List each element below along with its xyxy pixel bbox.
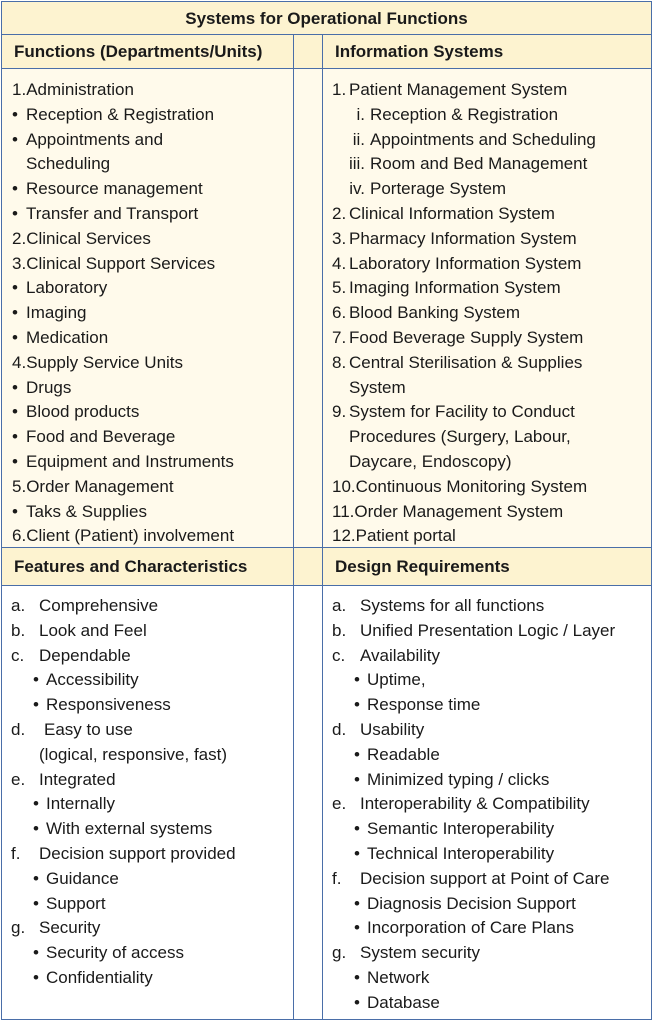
list-item [323, 892, 651, 917]
list-item [2, 400, 293, 425]
column-spacer [294, 69, 323, 547]
list-item-text: Network [367, 967, 430, 987]
list-item-text: Reception & Registration [26, 104, 215, 124]
list-item-text: Central Sterilisation & Supplies [349, 352, 583, 372]
list-marker: • [12, 104, 18, 124]
list-item [2, 450, 293, 475]
info-systems-list [323, 78, 651, 547]
list-item-text: Reception & Registration [370, 104, 559, 124]
list-item-text: With external systems [46, 819, 213, 839]
list-item [323, 301, 651, 326]
list-item [2, 152, 293, 177]
list-item-text: Equipment and Instruments [26, 451, 234, 471]
functions-header: Functions (Departments/Units) [2, 35, 294, 68]
list-marker: 3. [332, 228, 347, 248]
list-item-text: Client (Patient) involvement [26, 526, 235, 546]
list-item [323, 78, 651, 103]
list-item-text: Diagnosis Decision Support [367, 893, 576, 913]
list-item [2, 792, 293, 817]
list-marker: a. [332, 596, 347, 615]
list-item [323, 817, 651, 842]
list-item [323, 252, 651, 277]
list-marker: g. [332, 943, 347, 963]
list-marker: • [354, 967, 360, 987]
list-item-text: Easy to use [44, 719, 133, 739]
features-cell [2, 586, 294, 1019]
list-marker: 1. [332, 80, 347, 99]
list-item [323, 326, 651, 351]
list-item [323, 202, 651, 227]
list-marker: • [33, 943, 39, 963]
list-item [323, 400, 651, 425]
list-item [2, 817, 293, 842]
list-marker: f. [11, 843, 21, 863]
list-marker: • [12, 501, 18, 521]
list-item-text: Blood Banking System [349, 303, 521, 323]
list-item [323, 351, 651, 376]
list-item-text: Administration [26, 80, 134, 99]
list-item-text: Order Management [26, 476, 174, 496]
operational-systems-table [1, 1, 652, 1020]
list-item-text: Technical Interoperability [367, 843, 555, 863]
list-item-text: (logical, responsive, fast) [39, 744, 228, 764]
list-item [2, 326, 293, 351]
list-item [323, 177, 651, 202]
info-systems-cell [323, 69, 651, 547]
table-title: Systems for Operational Functions [185, 9, 468, 28]
list-marker: • [12, 427, 18, 447]
list-item [323, 594, 651, 619]
list-item-text: Taks & Supplies [26, 501, 147, 521]
list-item-text: Look and Feel [39, 620, 147, 640]
list-marker: e. [11, 769, 26, 789]
functions-cell [2, 69, 294, 547]
list-item [323, 693, 651, 718]
list-item-text: Security [39, 918, 101, 938]
list-item-text: Clinical Information System [349, 203, 555, 223]
list-item-text: Procedures (Surgery, Labour, [349, 427, 571, 447]
column-spacer [294, 35, 323, 68]
list-item-text: Confidentiality [46, 967, 153, 987]
list-item [323, 103, 651, 128]
list-marker: • [33, 695, 39, 715]
list-marker: • [354, 819, 360, 839]
list-item-text: Integrated [39, 769, 116, 789]
list-marker: a. [11, 596, 26, 615]
list-item [323, 991, 651, 1016]
list-marker: • [12, 402, 18, 422]
list-item-text: Patient portal [355, 526, 456, 546]
list-item [2, 103, 293, 128]
list-item-text: Medication [26, 327, 109, 347]
list-item [2, 867, 293, 892]
list-marker: d. [332, 719, 347, 739]
list-item [2, 78, 293, 103]
list-item [2, 177, 293, 202]
section-features-design [2, 586, 651, 1019]
list-item [323, 842, 651, 867]
list-item-text: System [349, 377, 406, 397]
list-item [323, 450, 651, 475]
list-item-text: Blood products [26, 402, 140, 422]
section-functions-systems [2, 69, 651, 548]
list-item-text: Transfer and Transport [26, 203, 199, 223]
list-item [2, 128, 293, 153]
list-marker: • [12, 203, 18, 223]
list-item-text: Dependable [39, 645, 131, 665]
list-item-text: Response time [367, 695, 481, 715]
list-item-text: Availability [360, 645, 441, 665]
list-item-text: Laboratory Information System [349, 253, 582, 273]
list-item [2, 892, 293, 917]
list-item-text: Pharmacy Information System [349, 228, 577, 248]
list-item-text: Support [46, 893, 106, 913]
list-item-text: Food and Beverage [26, 427, 176, 447]
list-marker: 2. [332, 203, 347, 223]
list-item-text: Clinical Services [26, 228, 151, 248]
list-item [2, 966, 293, 991]
list-item [2, 202, 293, 227]
design-list [323, 594, 651, 1016]
list-item-text: Interoperability & Compatibility [360, 794, 590, 814]
list-item [2, 768, 293, 793]
list-marker: b. [11, 620, 26, 640]
list-item-text: Responsiveness [46, 695, 171, 715]
list-marker: • [12, 129, 18, 149]
list-marker: • [33, 794, 39, 814]
list-marker: b. [332, 620, 347, 640]
list-item [323, 867, 651, 892]
list-item-text: Guidance [46, 868, 119, 888]
list-marker: 4. [332, 253, 347, 273]
list-item [2, 376, 293, 401]
list-marker: c. [332, 645, 346, 665]
list-marker: • [33, 967, 39, 987]
list-marker: 5. [332, 278, 347, 298]
list-marker: i. [356, 104, 365, 124]
list-marker: • [354, 918, 360, 938]
list-item-text: System for Facility to Conduct [349, 402, 575, 422]
list-item [323, 916, 651, 941]
list-item [2, 425, 293, 450]
list-item [323, 619, 651, 644]
list-item [2, 718, 293, 743]
list-marker: • [354, 769, 360, 789]
list-item [2, 668, 293, 693]
list-marker: iv. [349, 179, 365, 199]
list-item [323, 768, 651, 793]
list-item-text: Internally [46, 794, 115, 814]
list-item-text: Supply Service Units [26, 352, 184, 372]
list-marker: • [12, 377, 18, 397]
list-marker: • [12, 327, 18, 347]
list-item [323, 668, 651, 693]
column-spacer [294, 548, 323, 585]
list-item-text: Scheduling [26, 154, 111, 174]
list-marker: • [33, 868, 39, 888]
list-item-text: Systems for all functions [360, 596, 545, 615]
list-marker: iii. [348, 154, 365, 174]
list-item-text: System security [360, 943, 480, 963]
list-item-text: Comprehensive [39, 596, 159, 615]
list-marker: • [33, 893, 39, 913]
list-marker: 3. [12, 253, 27, 273]
list-item-text: Minimized typing / clicks [367, 769, 550, 789]
list-item-text: Security of access [46, 943, 184, 963]
list-item-text: Food Beverage Supply System [349, 327, 584, 347]
functions-list [2, 78, 293, 547]
list-item [2, 351, 293, 376]
list-marker: 6. [12, 526, 27, 546]
list-marker: • [12, 451, 18, 471]
list-item [2, 842, 293, 867]
list-item [2, 227, 293, 252]
list-item-text: Continuous Monitoring System [355, 476, 588, 496]
features-list [2, 594, 293, 991]
header-row-top [2, 35, 651, 69]
list-item [323, 941, 651, 966]
list-item [323, 475, 651, 500]
list-item-text: Imaging Information System [349, 278, 561, 298]
list-item [323, 718, 651, 743]
list-item [2, 524, 293, 547]
list-marker: 10. [332, 476, 356, 496]
list-item [323, 276, 651, 301]
list-marker: ii. [352, 129, 365, 149]
list-marker: • [33, 670, 39, 690]
list-marker: 8. [332, 352, 347, 372]
list-item-text: Imaging [26, 303, 87, 323]
list-item [2, 916, 293, 941]
list-item-text: Order Management System [354, 501, 564, 521]
list-marker: g. [11, 918, 26, 938]
list-marker: 12. [332, 526, 356, 546]
list-item [2, 743, 293, 768]
list-item-text: Readable [367, 744, 440, 764]
list-item-text: Incorporation of Care Plans [367, 918, 574, 938]
table-title-row [2, 2, 651, 35]
list-item-text: Decision support provided [39, 843, 236, 863]
list-marker: 11. [332, 501, 355, 521]
list-item [323, 227, 651, 252]
list-marker: • [354, 744, 360, 764]
list-item-text: Daycare, Endoscopy) [349, 451, 512, 471]
list-marker: e. [332, 794, 347, 814]
column-spacer [294, 586, 323, 1019]
list-item [323, 376, 651, 401]
list-item-text: Clinical Support Services [26, 253, 216, 273]
list-item [2, 301, 293, 326]
list-item [2, 276, 293, 301]
list-item [323, 152, 651, 177]
list-marker: • [33, 819, 39, 839]
list-item-text: Room and Bed Management [370, 154, 588, 174]
list-marker: • [12, 303, 18, 323]
list-item [323, 524, 651, 547]
list-item [2, 619, 293, 644]
list-item-text: Appointments and [26, 129, 164, 149]
list-item-text: Database [367, 992, 440, 1012]
list-item [2, 500, 293, 525]
list-marker: 6. [332, 303, 347, 323]
list-item [2, 693, 293, 718]
list-item-text: Patient Management System [349, 80, 568, 99]
list-marker: 2. [12, 228, 27, 248]
list-item-text: Porterage System [370, 179, 507, 199]
list-item [2, 252, 293, 277]
list-marker: d. [11, 719, 26, 739]
list-marker: 4. [12, 352, 27, 372]
list-item [323, 966, 651, 991]
list-marker: 1. [12, 80, 27, 99]
list-marker: • [354, 992, 360, 1012]
list-item [323, 644, 651, 669]
list-marker: • [354, 670, 360, 690]
list-marker: • [354, 695, 360, 715]
list-item [2, 644, 293, 669]
info-systems-header: Information Systems [335, 42, 504, 61]
list-marker: • [12, 278, 18, 298]
list-marker: 9. [332, 402, 347, 422]
features-header: Features and Characteristics [2, 548, 294, 585]
list-item [2, 475, 293, 500]
list-marker: c. [11, 645, 25, 665]
list-marker: • [354, 893, 360, 913]
list-item-text: Decision support at Point of Care [360, 868, 610, 888]
list-item [2, 594, 293, 619]
list-item-text: Usability [360, 719, 425, 739]
list-marker: f. [332, 868, 342, 888]
list-item-text: Semantic Interoperability [367, 819, 555, 839]
design-cell [323, 586, 651, 1019]
list-marker: 7. [332, 327, 347, 347]
list-item [2, 941, 293, 966]
list-item [323, 743, 651, 768]
list-item-text: Accessibility [46, 670, 139, 690]
list-item-text: Laboratory [26, 278, 108, 298]
list-marker: • [354, 843, 360, 863]
list-item [323, 128, 651, 153]
header-row-bottom [2, 548, 651, 586]
list-item-text: Unified Presentation Logic / Layer [360, 620, 616, 640]
list-item-text: Resource management [26, 179, 203, 199]
list-marker: 5. [12, 476, 27, 496]
list-item-text: Uptime, [367, 670, 426, 690]
list-item-text: Appointments and Scheduling [370, 129, 596, 149]
list-item-text: Drugs [26, 377, 72, 397]
list-item [323, 500, 651, 525]
list-item [323, 425, 651, 450]
list-item [323, 792, 651, 817]
design-header: Design Requirements [335, 557, 510, 576]
list-marker: • [12, 179, 18, 199]
